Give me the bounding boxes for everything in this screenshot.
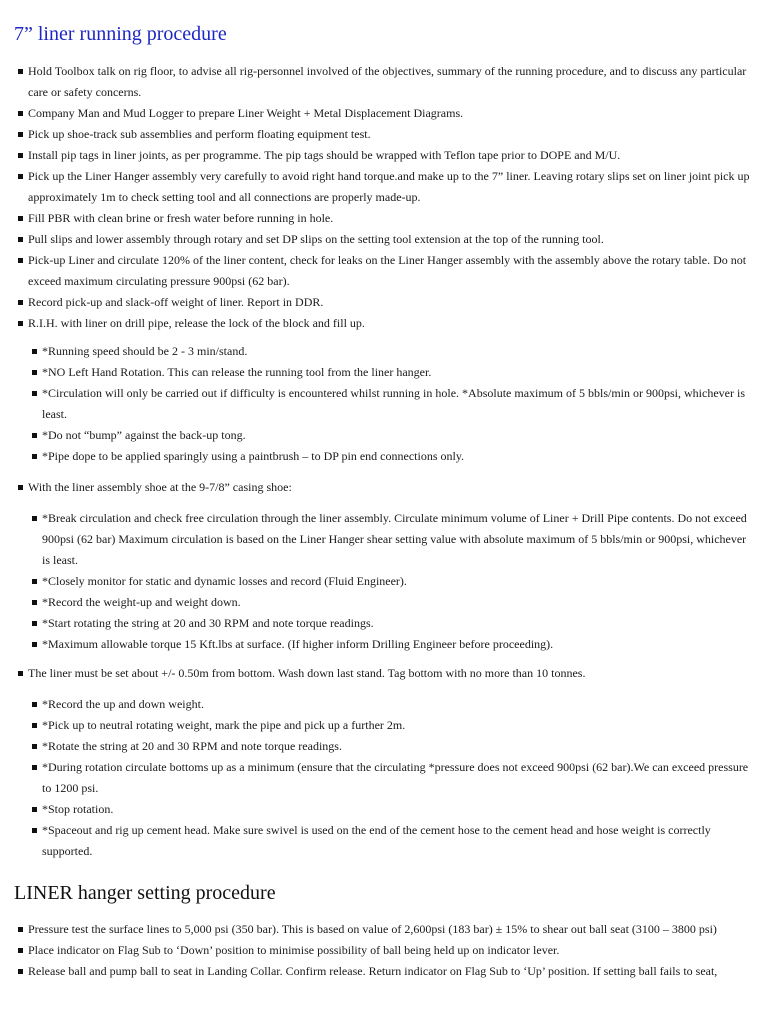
bullet-icon — [32, 600, 37, 605]
list-item: Pick up shoe-track sub assemblies and perform floating equipment test. — [28, 124, 752, 145]
bullet-icon — [32, 454, 37, 459]
bullet-icon — [18, 216, 23, 221]
list-item: *Rotate the string at 20 and 30 RPM and note torque readings. — [42, 736, 752, 757]
list-item: Record pick-up and slack-off weight of liner. Report in DDR. — [28, 292, 752, 313]
bullet-icon — [18, 111, 23, 116]
section-title-liner-running: 7” liner running procedure — [14, 23, 227, 45]
bullet-icon — [18, 300, 23, 305]
bullet-icon — [18, 258, 23, 263]
list-item: *Record the weight-up and weight down. — [42, 592, 752, 613]
list-item: *Start rotating the string at 20 and 30 RPM and note torque readings. — [42, 613, 752, 634]
casing-shoe-notes-list — [42, 508, 752, 655]
bullet-icon — [32, 828, 37, 833]
setting-steps-list — [28, 919, 752, 982]
bullet-icon — [32, 723, 37, 728]
bullet-icon — [18, 948, 23, 953]
list-item: *Maximum allowable torque 15 Kft.lbs at surface. (If higher inform Drilling Engineer before proceeding). — [42, 634, 752, 655]
list-item: With the liner assembly shoe at the 9-7/8” casing shoe: — [28, 477, 752, 498]
bullet-icon — [32, 642, 37, 647]
set-notes-list — [42, 694, 752, 862]
bullet-icon — [18, 174, 23, 179]
bullet-icon — [32, 744, 37, 749]
bullet-icon — [32, 370, 37, 375]
bullet-icon — [18, 671, 23, 676]
bullet-icon — [32, 579, 37, 584]
list-item: *Pick up to neutral rotating weight, mark the pipe and pick up a further 2m. — [42, 715, 752, 736]
list-item: Company Man and Mud Logger to prepare Liner Weight + Metal Displacement Diagrams. — [28, 103, 752, 124]
list-item: R.I.H. with liner on drill pipe, release the lock of the block and fill up. — [28, 313, 752, 334]
list-item: *Spaceout and rig up cement head. Make sure swivel is used on the end of the cement hose to the cement head and hose weight is correctly supported. — [42, 820, 752, 862]
list-item: *Running speed should be 2 - 3 min/stand. — [42, 341, 752, 362]
list-item: Pressure test the surface lines to 5,000 psi (350 bar). This is based on value of 2,600psi (183 bar) ± 15% to shear out ball seat (3100 – 3800 psi) — [28, 919, 752, 940]
list-item: Install pip tags in liner joints, as per programme. The pip tags should be wrapped with Teflon tape prior to DOPE and M/U. — [28, 145, 752, 166]
list-item: Hold Toolbox talk on rig floor, to advise all rig-personnel involved of the objectives, summary of the running procedure, and to discuss any particular care or safety concerns. — [28, 61, 752, 103]
list-item: *Do not “bump” against the back-up tong. — [42, 425, 752, 446]
list-item: *Closely monitor for static and dynamic losses and record (Fluid Engineer). — [42, 571, 752, 592]
list-item: *During rotation circulate bottoms up as a minimum (ensure that the circulating *pressure does not exceed 900psi (62 bar).We can exceed pressure to 1200 psi. — [42, 757, 752, 799]
list-item: Release ball and pump ball to seat in Landing Collar. Confirm release. Return indicator on Flag Sub to ‘Up’ position. If setting ball fails to seat, — [28, 961, 752, 982]
bullet-icon — [18, 927, 23, 932]
list-item: *Pipe dope to be applied sparingly using a paintbrush – to DP pin end connections only. — [42, 446, 752, 467]
list-item: Fill PBR with clean brine or fresh water before running in hole. — [28, 208, 752, 229]
set-step-list — [28, 663, 752, 684]
bullet-icon — [32, 621, 37, 626]
bullet-icon — [18, 485, 23, 490]
bullet-icon — [32, 516, 37, 521]
bullet-icon — [32, 765, 37, 770]
bullet-icon — [18, 132, 23, 137]
list-item: Pick-up Liner and circulate 120% of the liner content, check for leaks on the Liner Hanger assembly with the assembly above the rotary table. Do not exceed maximum circulating pressure 900psi (62 bar). — [28, 250, 752, 292]
bullet-icon — [32, 391, 37, 396]
bullet-icon — [18, 153, 23, 158]
bullet-icon — [32, 349, 37, 354]
list-item: *NO Left Hand Rotation. This can release the running tool from the liner hanger. — [42, 362, 752, 383]
list-item: *Circulation will only be carried out if difficulty is encountered whilst running in hole. *Absolute maximum of 5 bbls/min or 900psi, whichever is least. — [42, 383, 752, 425]
list-item: *Stop rotation. — [42, 799, 752, 820]
running-steps-list — [28, 61, 752, 334]
bullet-icon — [18, 237, 23, 242]
section-title-liner-hanger-setting: LINER hanger setting procedure — [14, 882, 276, 904]
list-item: Pull slips and lower assembly through rotary and set DP slips on the setting tool extension at the top of the running tool. — [28, 229, 752, 250]
list-item: The liner must be set about +/- 0.50m from bottom. Wash down last stand. Tag bottom with no more than 10 tonnes. — [28, 663, 752, 684]
bullet-icon — [32, 433, 37, 438]
list-item: Place indicator on Flag Sub to ‘Down’ position to minimise possibility of ball being held up on indicator lever. — [28, 940, 752, 961]
list-item: *Record the up and down weight. — [42, 694, 752, 715]
bullet-icon — [32, 702, 37, 707]
list-item: *Break circulation and check free circulation through the liner assembly. Circulate minimum volume of Liner + Drill Pipe contents. Do not exceed 900psi (62 bar) Maximum circulation is based on the Liner Hanger shear setting value with absolute maximum of 5 bbls/min or 900psi, whichever is least. — [42, 508, 752, 571]
bullet-icon — [18, 321, 23, 326]
bullet-icon — [32, 807, 37, 812]
bullet-icon — [18, 969, 23, 974]
bullet-icon — [18, 69, 23, 74]
casing-shoe-step-list — [28, 477, 752, 498]
rih-notes-list — [42, 341, 752, 467]
list-item: Pick up the Liner Hanger assembly very carefully to avoid right hand torque.and make up to the 7” liner. Leaving rotary slips set on liner joint pick up approximately 1m to check setting tool and all connections are properly made-up. — [28, 166, 752, 208]
